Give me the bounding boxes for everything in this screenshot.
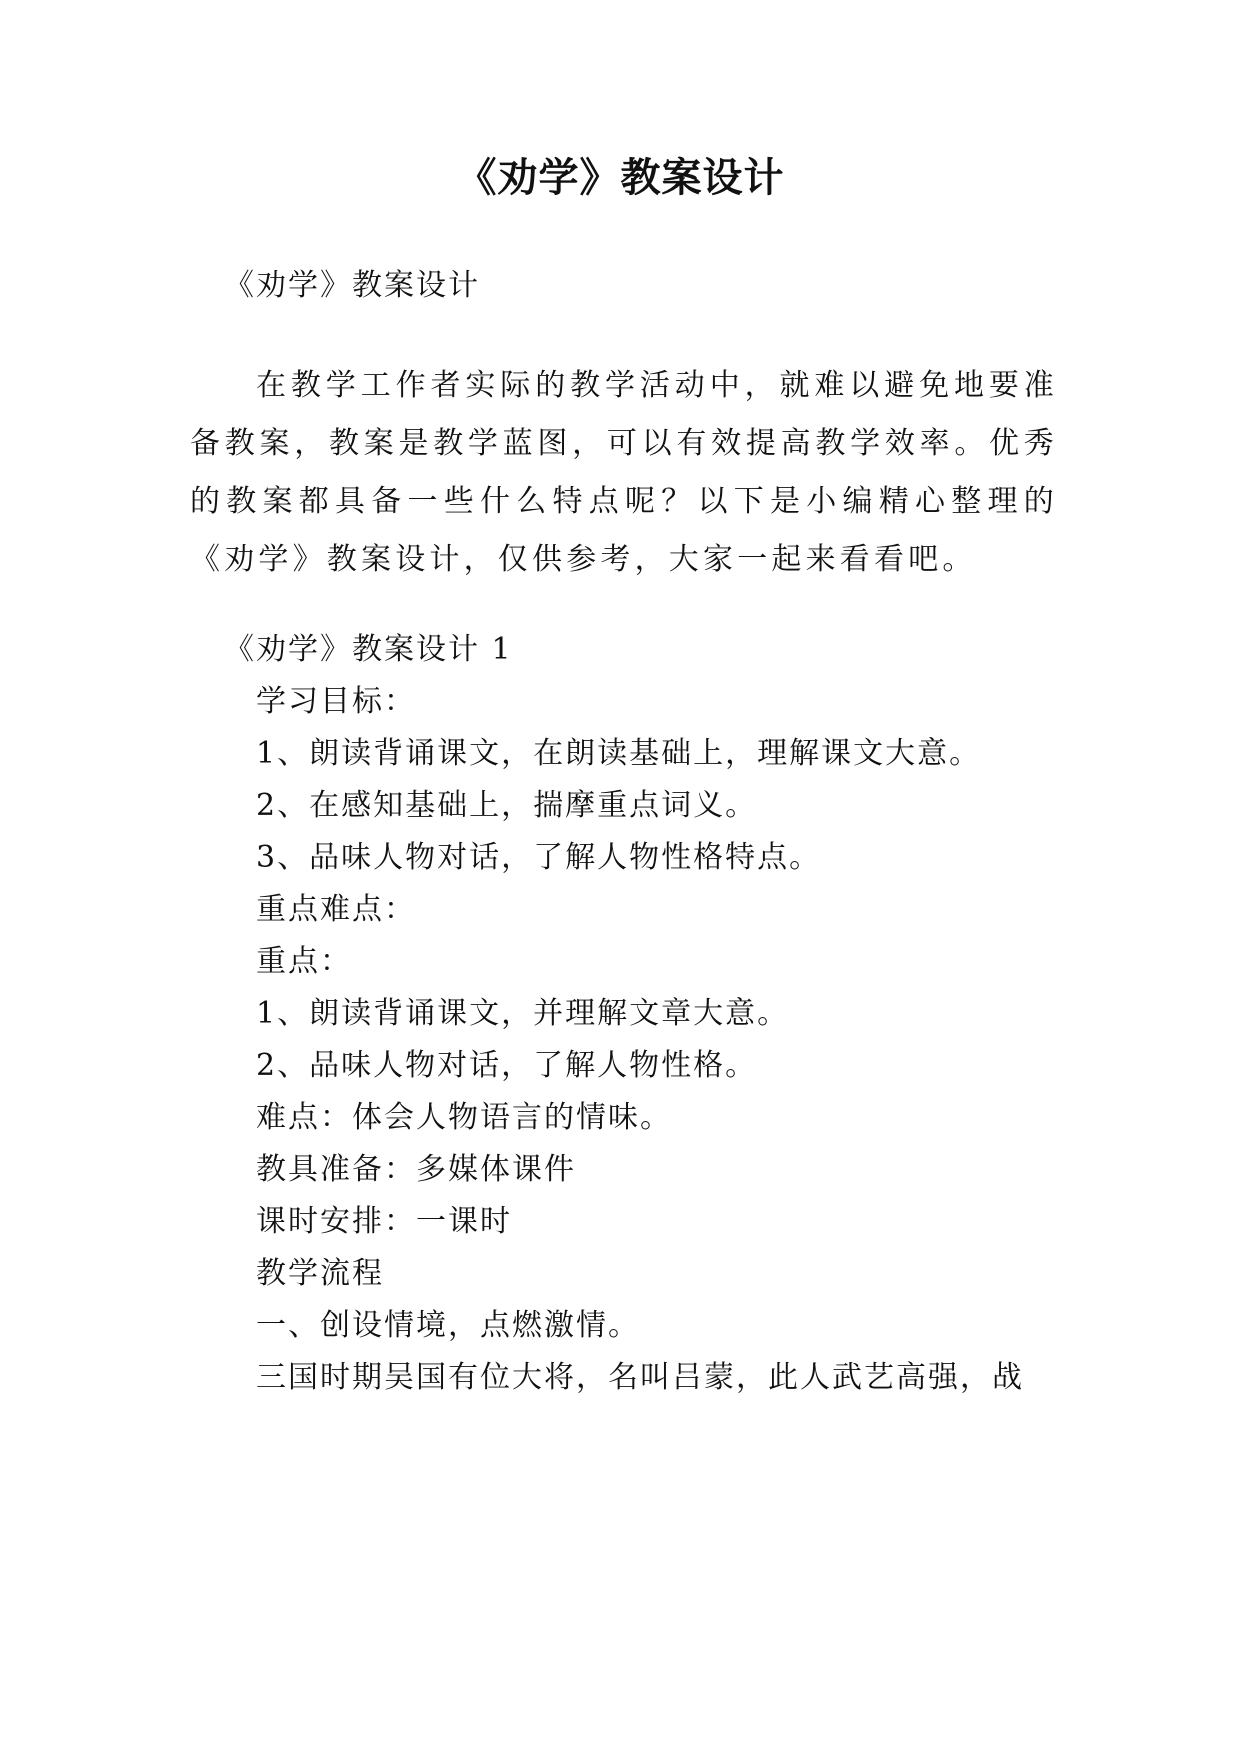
intro-paragraph: 在教学工作者实际的教学活动中，就难以避免地要准备教案，教案是教学蓝图，可以有效提高教学效率。优秀的教案都具备一些什么特点呢？以下是小编精心整理的 《劝学》教案设计，仅供参考，大家一起来看看吧。 — [190, 368, 1058, 577]
line-goal-2: 2、在感知基础上，揣摩重点词义。 — [256, 788, 758, 823]
line-goal-1: 1、朗读背诵课文，在朗读基础上，理解课文大意。 — [256, 736, 982, 771]
line-key-2: 2、品味人物对话，了解人物性格。 — [256, 1048, 758, 1083]
document-subtitle: 《劝学》教案设计 — [224, 268, 480, 303]
line-teaching-process: 教学流程 — [256, 1256, 384, 1291]
line-key-points: 重点： — [256, 944, 352, 979]
line-step-1: 一、创设情境，点燃激情。 — [256, 1308, 640, 1343]
line-schedule: 课时安排：一课时 — [256, 1204, 512, 1239]
document-title: 《劝学》教案设计 — [456, 155, 785, 201]
line-study-goals: 学习目标： — [256, 684, 416, 719]
line-teaching-aids: 教具准备：多媒体课件 — [256, 1152, 576, 1187]
line-goal-3: 3、品味人物对话，了解人物性格特点。 — [256, 840, 822, 875]
line-key-difficult: 重点难点： — [256, 892, 416, 927]
line-key-1: 1、朗读背诵课文，并理解文章大意。 — [256, 996, 790, 1031]
line-story-start: 三国时期吴国有位大将，名叫吕蒙，此人武艺高强，战 — [256, 1360, 1024, 1395]
line-difficult: 难点：体会人物语言的情味。 — [256, 1100, 672, 1135]
section-heading: 《劝学》教案设计 1 — [224, 632, 513, 667]
